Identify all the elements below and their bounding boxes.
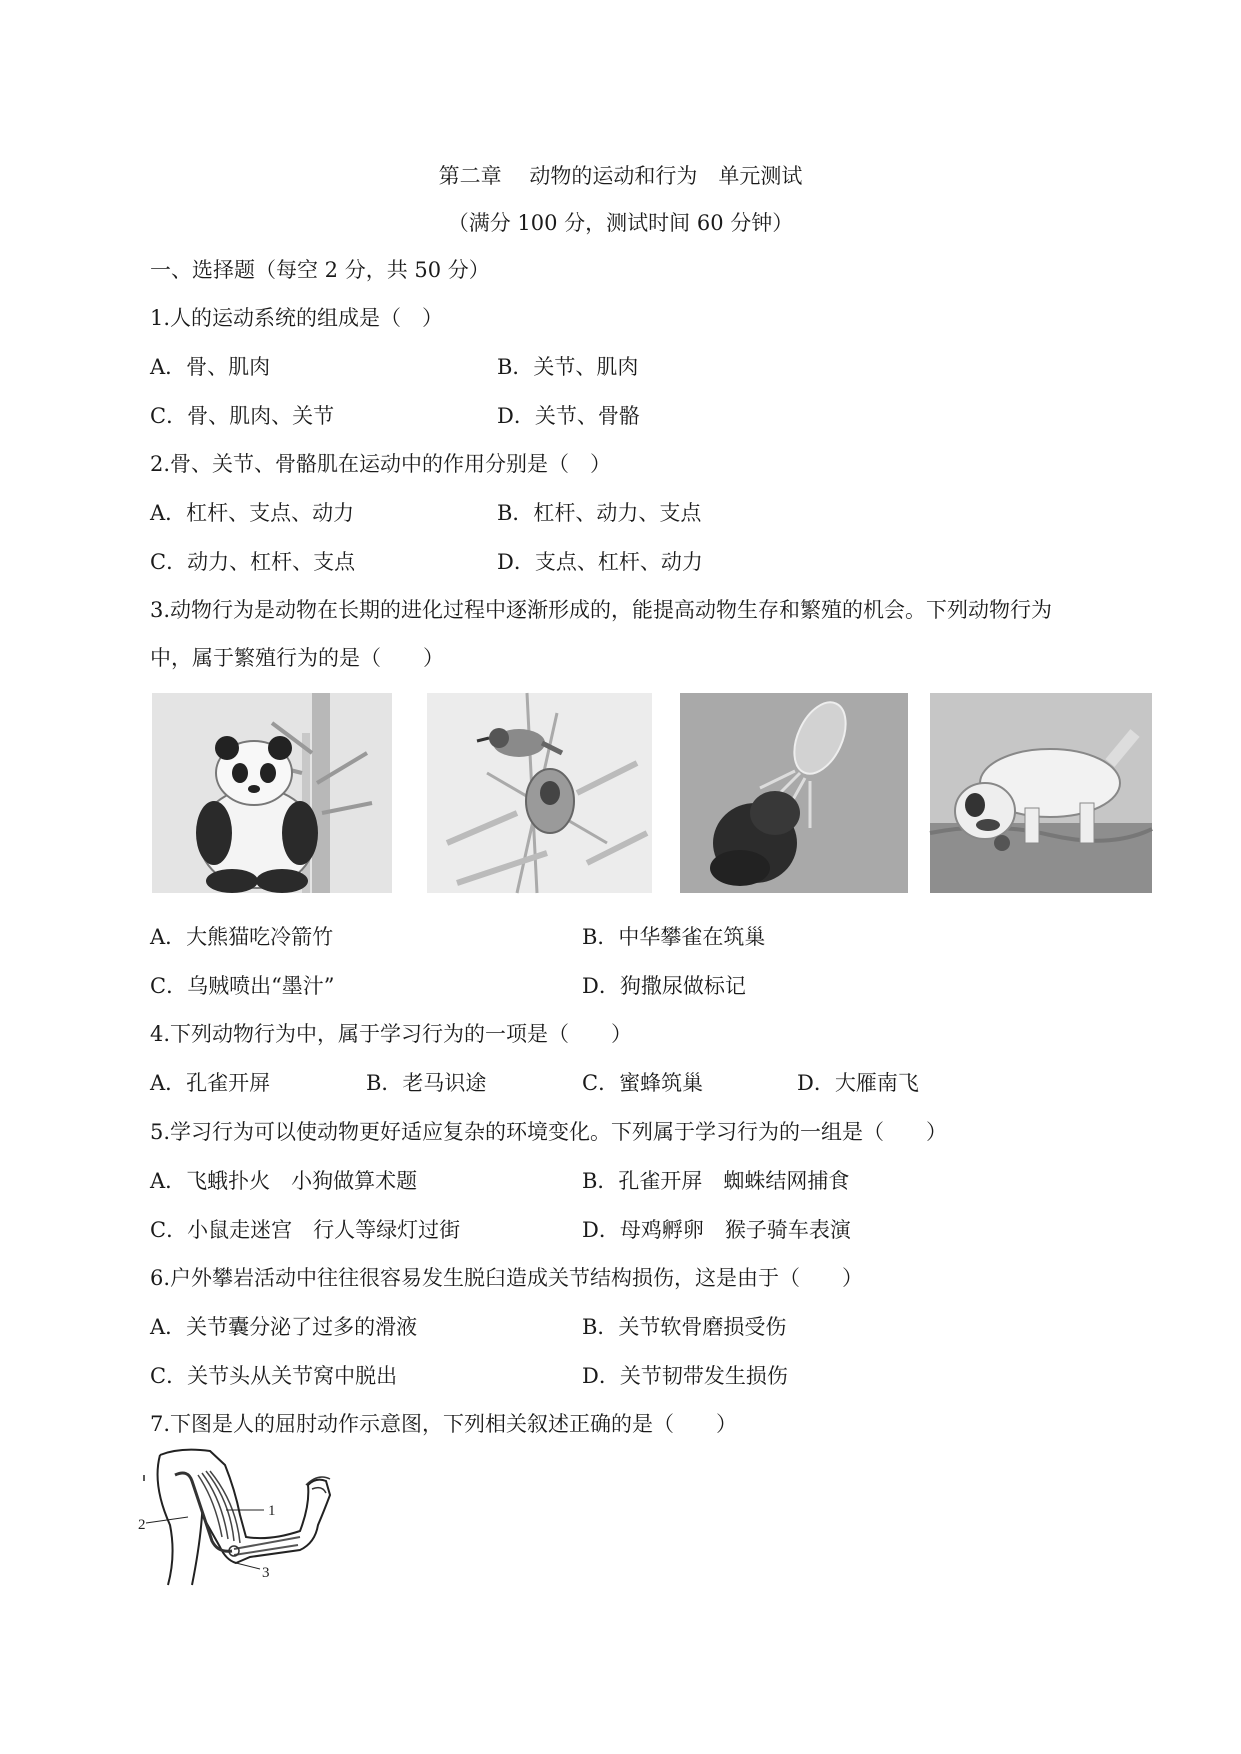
question-1-stem: 1.人的运动系统的组成是（ ）	[150, 306, 444, 330]
page-title: 第二章 动物的运动和行为 单元测试	[438, 164, 803, 188]
figure-label-3: 3	[262, 1565, 270, 1581]
q4-option-c: C．蜜蜂筑巢	[582, 1071, 704, 1095]
section-heading: 一、选择题（每空 2 分，共 50 分）	[150, 258, 490, 282]
q4-option-d: D．大雁南飞	[797, 1071, 919, 1095]
squid-photo	[680, 693, 908, 893]
question-3-stem: 3.动物行为是动物在长期的进化过程中逐渐形成的，能提高动物生存和繁殖的机会。下列动物行为	[150, 598, 1053, 622]
q6-option-d: D．关节韧带发生损伤	[582, 1364, 788, 1388]
q3-option-c: C．乌贼喷出“墨汁”	[150, 974, 335, 998]
question-4-stem: 4.下列动物行为中，属于学习行为的一项是（ ）	[150, 1022, 633, 1046]
q3-option-a: A．大熊猫吃冷箭竹	[150, 925, 334, 949]
q1-option-d: D．关节、骨骼	[497, 404, 640, 428]
elbow-flexion-diagram	[140, 1445, 370, 1595]
bird-nest-photo	[427, 693, 652, 893]
question-2-stem: 2.骨、关节、骨骼肌在运动中的作用分别是（ ）	[150, 452, 612, 476]
q1-option-a: A．骨、肌肉	[150, 355, 271, 379]
q6-option-c: C．关节头从关节窝中脱出	[150, 1364, 398, 1388]
dog-photo	[930, 693, 1152, 893]
q2-option-b: B．杠杆、动力、支点	[497, 501, 702, 525]
question-6-stem: 6.户外攀岩活动中往往很容易发生脱臼造成关节结构损伤，这是由于（ ）	[150, 1266, 864, 1290]
q5-option-b: B．孔雀开屏 蜘蛛结网捕食	[582, 1169, 850, 1193]
q5-option-a: A．飞蛾扑火 小狗做算术题	[150, 1169, 418, 1193]
q4-option-a: A．孔雀开屏	[150, 1071, 271, 1095]
q6-option-b: B．关节软骨磨损受伤	[582, 1315, 787, 1339]
question-5-stem: 5.学习行为可以使动物更好适应复杂的环境变化。下列属于学习行为的一组是（ ）	[150, 1120, 948, 1144]
q3-option-b: B．中华攀雀在筑巢	[582, 925, 766, 949]
q1-option-b: B．关节、肌肉	[497, 355, 639, 379]
q1-option-c: C．骨、肌肉、关节	[150, 404, 335, 428]
q5-option-c: C．小鼠走迷宫 行人等绿灯过街	[150, 1218, 461, 1242]
q2-option-c: C．动力、杠杆、支点	[150, 550, 356, 574]
figure-label-1: 1	[268, 1503, 276, 1519]
q2-option-d: D．支点、杠杆、动力	[497, 550, 703, 574]
q6-option-a: A．关节囊分泌了过多的滑液	[150, 1315, 418, 1339]
q2-option-a: A．杠杆、支点、动力	[150, 501, 355, 525]
panda-photo	[152, 693, 392, 893]
q4-option-b: B．老马识途	[366, 1071, 487, 1095]
question-3-stem-cont: 中，属于繁殖行为的是（ ）	[150, 646, 444, 670]
question-7-stem: 7.下图是人的屈肘动作示意图，下列相关叙述正确的是（ ）	[150, 1412, 738, 1436]
page-subtitle: （满分 100 分，测试时间 60 分钟）	[447, 211, 794, 235]
q3-option-d: D．狗撒尿做标记	[582, 974, 746, 998]
figure-label-2: 2	[138, 1517, 146, 1533]
q5-option-d: D．母鸡孵卵 猴子骑车表演	[582, 1218, 851, 1242]
